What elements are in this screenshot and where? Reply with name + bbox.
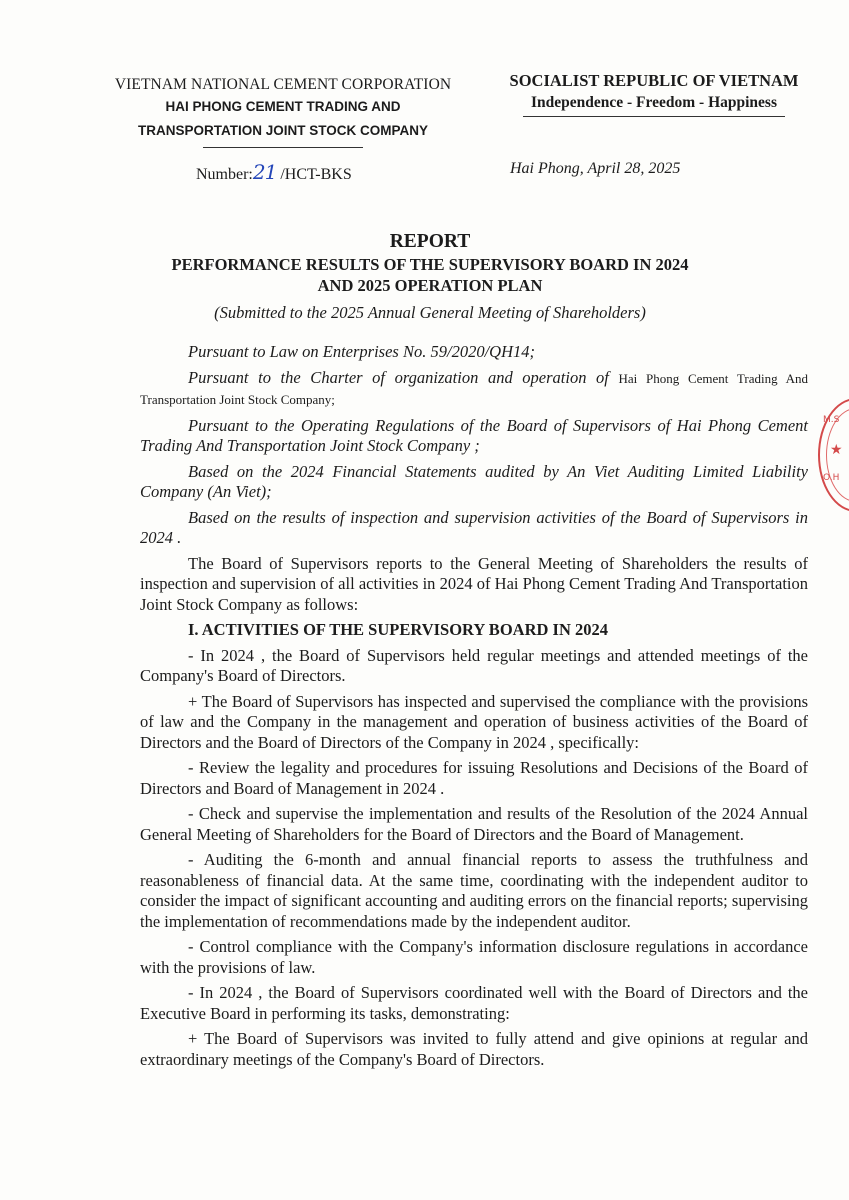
place-and-date: Hai Phong, April 28, 2025 [510, 160, 681, 177]
national-motto: Independence - Freedom - Happiness [530, 94, 777, 111]
intro-paragraph: The Board of Supervisors reports to the General Meeting of Shareholders the results of inspection and supervision of all activities in 2024 of Hai Phong Cement Trading And Transportation Joint Stock Company as follows: [140, 553, 808, 614]
activity-item: + The Board of Supervisors has inspected and supervised the compliance with the provisions of law and the Company in the management and operation of business activities of the Board of Directors and the Board of Directors of the Company in 2024 , specifically: [140, 691, 808, 752]
header-underline [203, 147, 363, 148]
number-suffix: /HCT-BKS [280, 166, 352, 183]
parent-organization: VIETNAM NATIONAL CEMENT CORPORATION [114, 76, 452, 93]
legal-basis-4: Based on the 2024 Financial Statements audited by An Viet Auditing Limited Liability Company (An Viet); [140, 461, 808, 501]
legal-basis-2-italic: Pursuant to the Charter of organization and operation of [188, 367, 609, 387]
legal-basis-2 [140, 368, 808, 411]
report-body [140, 342, 808, 1075]
issuer-header [98, 74, 468, 148]
section-heading: I. ACTIVITIES OF THE SUPERVISORY BOARD IN 2024 [188, 620, 608, 639]
legal-basis-5: Based on the results of inspection and supervision activities of the Board of Supervisors in 2024 . [140, 507, 808, 547]
number-prefix: Number: [196, 166, 253, 183]
title-line3: AND 2025 OPERATION PLAN [317, 276, 543, 295]
motto-underline [523, 116, 785, 117]
activity-item: - In 2024 , the Board of Supervisors coordinated well with the Board of Directors and the Executive Board in performing its tasks, demonstrating: [140, 983, 808, 1023]
activity-item: - In 2024 , the Board of Supervisors held regular meetings and attended meetings of the Company's Board of Directors. [140, 645, 808, 685]
activity-item: - Check and supervise the implementation and results of the Resolution of the 2024 Annual General Meeting of Shareholders for the Board of Directors and the Board of Management. [140, 804, 808, 844]
handwritten-number: 21 [252, 160, 277, 184]
republic-name: SOCIALIST REPUBLIC OF VIETNAM [509, 71, 799, 90]
activity-item: - Auditing the 6-month and annual financial reports to assess the truthfulness and reasonableness of financial data. At the same time, coordinating with the independent auditor to consider the impact of significant accounting and auditing errors on the financial reports; supervising the implementation of recommendations made by the independent auditor. [140, 850, 808, 931]
legal-basis-3: Pursuant to the Operating Regulations of the Board of Supervisors of Hai Phong Cement Trading And Transportation Joint Stock Company ; [140, 415, 808, 455]
activity-item: - Review the legality and procedures for issuing Resolutions and Decisions of the Board of Directors and Board of Management in 2024 . [140, 758, 808, 798]
activity-item: - Control compliance with the Company's information disclosure regulations in accordance with the provisions of law. [140, 937, 808, 977]
seal-text-top: M.S [823, 415, 840, 425]
company-name-line1: HAI PHONG CEMENT TRADING AND [165, 99, 401, 114]
seal-text-bottom: O.H [823, 473, 840, 483]
national-header [478, 70, 830, 117]
document-number [196, 160, 352, 184]
title-line1: REPORT [389, 231, 471, 252]
submission-note: (Submitted to the 2025 Annual General Meeting of Shareholders) [214, 303, 646, 322]
title-line2: PERFORMANCE RESULTS OF THE SUPERVISORY BOARD IN 2024 [171, 255, 689, 274]
company-seal [818, 398, 849, 512]
report-title [90, 230, 770, 323]
activity-item: + The Board of Supervisors was invited to fully attend and give opinions at regular and extraordinary meetings of the Company's Board of Directors. [140, 1029, 808, 1069]
seal-star-icon: ★ [830, 442, 843, 458]
legal-basis-1: Pursuant to Law on Enterprises No. 59/2020/QH14; [188, 342, 535, 361]
legal-basis-2-company: Hai Phong Cement Trading And Transportation Joint Stock Company; [140, 370, 808, 407]
company-name-line2: TRANSPORTATION JOINT STOCK COMPANY [137, 123, 428, 138]
